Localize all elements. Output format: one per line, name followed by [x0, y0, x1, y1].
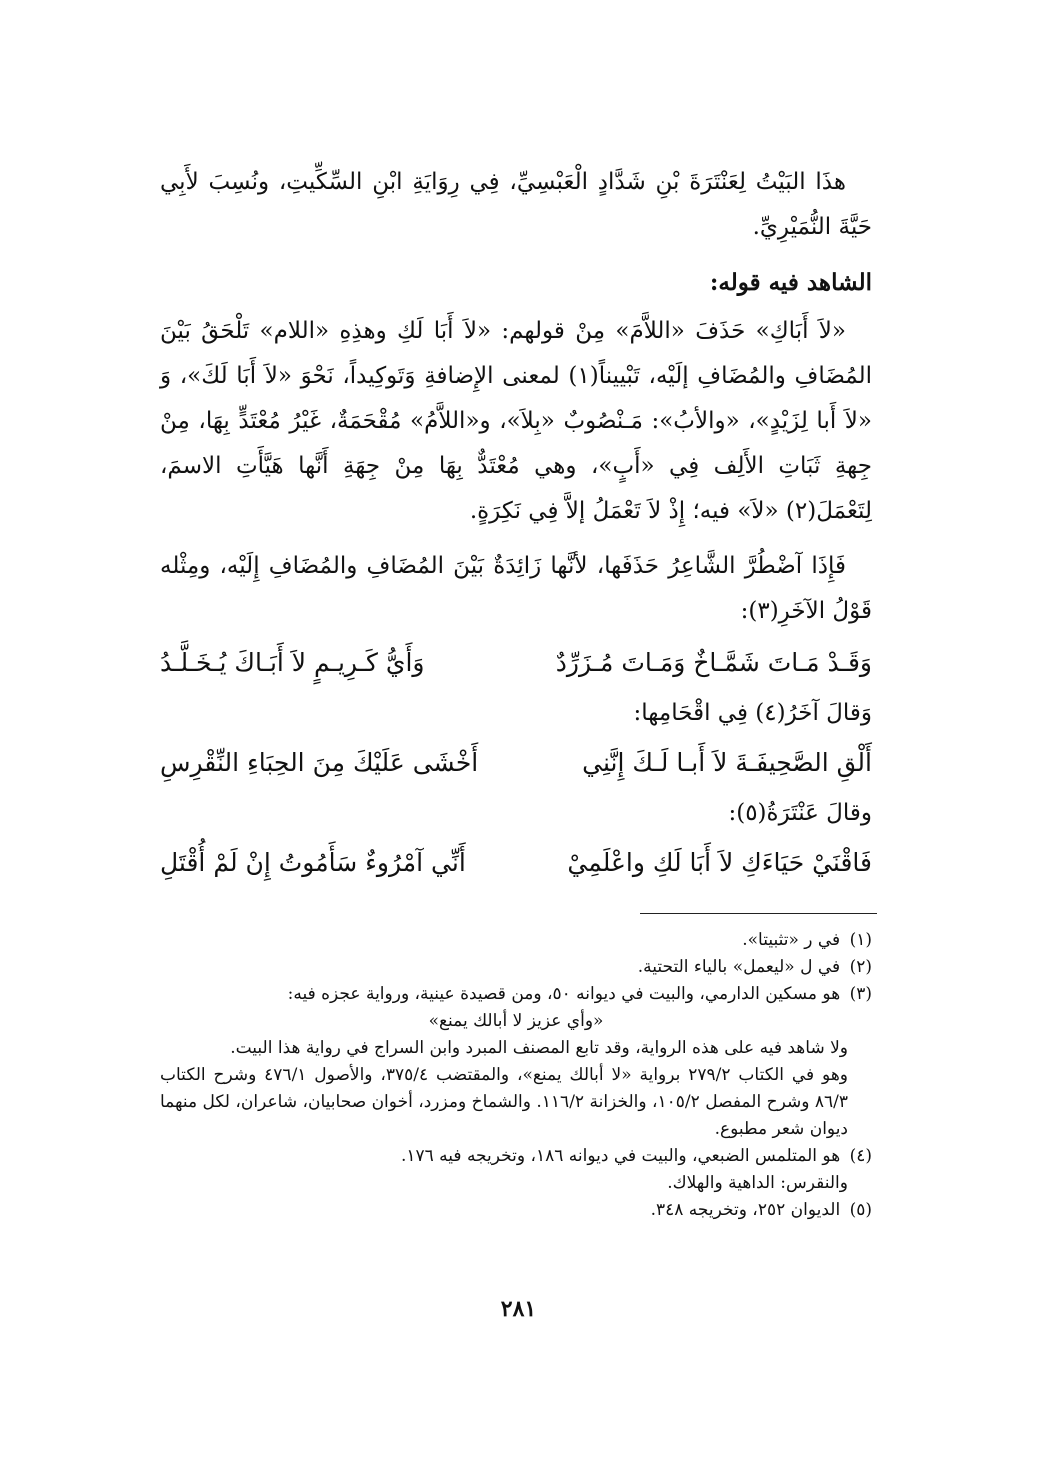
footnote-3-continuation-1: ولا شاهد فيه على هذه الرواية، وقد تابع المصنف المبرد وابن السراج في رواية هذا البيت. [230, 1038, 848, 1058]
verse-2-second-hemistich: أَخْشَى عَلَيْكَ مِنَ الحِبَاءِ النِّقْرِسِ [160, 748, 479, 777]
verse-1-first-hemistich: وَقَـدْ مَـاتَ شَمَّـاخٌ وَمَـاتَ مُـزَرِّدٌ [555, 648, 872, 677]
footnote-4 [160, 1143, 872, 1170]
main-paragraph: «لاَ أَبَاكِ» حَذَفَ «اللاَّمَ» مِنْ قولهم: «لاَ أَبَا لَكِ وهذِهِ «اللام» تَلْحَقُ بَيْنَ المُضَافِ والمُضَافِ إلَيْه، تَبْييناً(١) لمعنى الإِضافةِ وَتَوكِيداً، نَحْوَ «لاَ أَبَا لَكَ»، وَ «لاَ أَبا لِزَيْدٍ»، «والأبُ»: مَـنْصُوبٌ «بِلاَ»، و«اللاَّمُ» مُقْحَمَةٌ، غَيْرُ مُعْتَدٍّ بِهَا، مِنْ جِهةِ ثَبَاتِ الأَلِف فِي «أَبٍ»، وهي مُعْتَدٌّ بِهَا مِنْ جِهَةِ أَنَّها هَيَّأَتِ الاسمَ، لِتَعْمَلَ(٢) «لاَ» فيه؛ إِذْ لاَ تَعْمَلُ إلاَّ فِي نَكِرَةٍ. [160, 318, 872, 524]
section-heading: الشاهد فيه قوله: [709, 269, 872, 296]
footnote-separator [640, 913, 877, 914]
verse-3-second-hemistich: أَنِّي آمْرُوءٌ سَأَمُوتُ إِنْ لَمْ أُقْتَلِ [160, 848, 466, 877]
main-text [160, 160, 872, 892]
footnote-text: في ل «ليعمل» بالياء التحتية. [637, 957, 841, 977]
footnotes [160, 927, 872, 1224]
footnote-1 [160, 927, 872, 954]
footnote-3 [160, 981, 872, 1008]
footnote-number: (٣) [849, 984, 872, 1004]
page-number: ٢٨١ [500, 1296, 537, 1322]
verse-line-3 [160, 838, 872, 888]
footnote-4-continuation: والنقرس: الداهية والهلاك. [667, 1173, 848, 1193]
verse-2-intro: وَقالَ آخَرُ(٤) فِي اقْحَامِها: [633, 700, 872, 726]
footnote-text: في ر «تثبيتا». [742, 930, 841, 950]
footnote-3-continuation-2: وهو في الكتاب ٢٧٩/٢ برواية «لا أبالك يمنع»، والمقتضب ٣٧٥/٤، والأصول ٤٧٦/١ وشرح الكتاب ٨٦/٣ وشرح المفصل ١٠٥/٢، والخزانة ١١٦/٢. والشماخ ومزرد، أخوان صحابيان، شاعران، لكل منهما ديوان شعر مطبوع. [160, 1065, 849, 1139]
footnote-number: (١) [849, 930, 872, 950]
footnote-5 [160, 1197, 872, 1224]
intro-paragraph: هذَا البَيْتُ لِعَنْتَرَةَ بْنِ شَدَّادٍ الْعَبْسِيِّ، فِي رِوَايَةِ ابْنِ السِّكِّيتِ، ونُسِبَ لأَبِي حَيَّةَ النُّمَيْرِيِّ. [160, 169, 872, 240]
verse-3-first-hemistich: فَاقْنَيْ حَيَاءَكِ لاَ أَبَا لَكِ واعْلَمِيْ [567, 848, 872, 877]
footnote-text: هو المتلمس الضبعي، والبيت في ديوانه ١٨٦، وتخريجه فيه ١٧٦. [400, 1146, 841, 1166]
footnote-text: الديوان ٢٥٢، وتخريجه ٣٤٨. [650, 1200, 841, 1220]
footnote-2 [160, 954, 872, 981]
footnote-text: هو مسكين الدارمي، والبيت في ديوانه ٥٠، ومن قصيدة عينية، ورواية عجزه فيه: [287, 984, 841, 1004]
footnote-number: (٤) [849, 1146, 872, 1166]
verse-line-1 [160, 638, 872, 688]
second-paragraph: فَإِذَا آضْطُرَّ الشَّاعِرُ حَذَفَها، لأنَّها زَائِدَةٌ بَيْنَ المُضَافِ والمُضَافِ إِلَيْه، ومِثْله قَوْلُ الآخَرِ(٣): [160, 553, 872, 624]
footnote-number: (٢) [849, 957, 872, 977]
verse-1-second-hemistich: وَأَيُّ كَـرِيـمٍ لاَ أَبَـاكَ يُـخَـلَّـدُ [160, 648, 425, 677]
verse-line-2 [160, 738, 872, 788]
verse-3-intro: وقالَ عَنْتَرَةُ(٥): [728, 800, 872, 826]
footnote-number: (٥) [849, 1200, 872, 1220]
footnote-3-quote: «وأي عزيز لا أبالك يمنع» [428, 1011, 604, 1031]
verse-2-first-hemistich: أَلْقِ الصَّحِيفَـةَ لاَ أَبـا لَـكَ إِنَّنِي [582, 748, 872, 777]
